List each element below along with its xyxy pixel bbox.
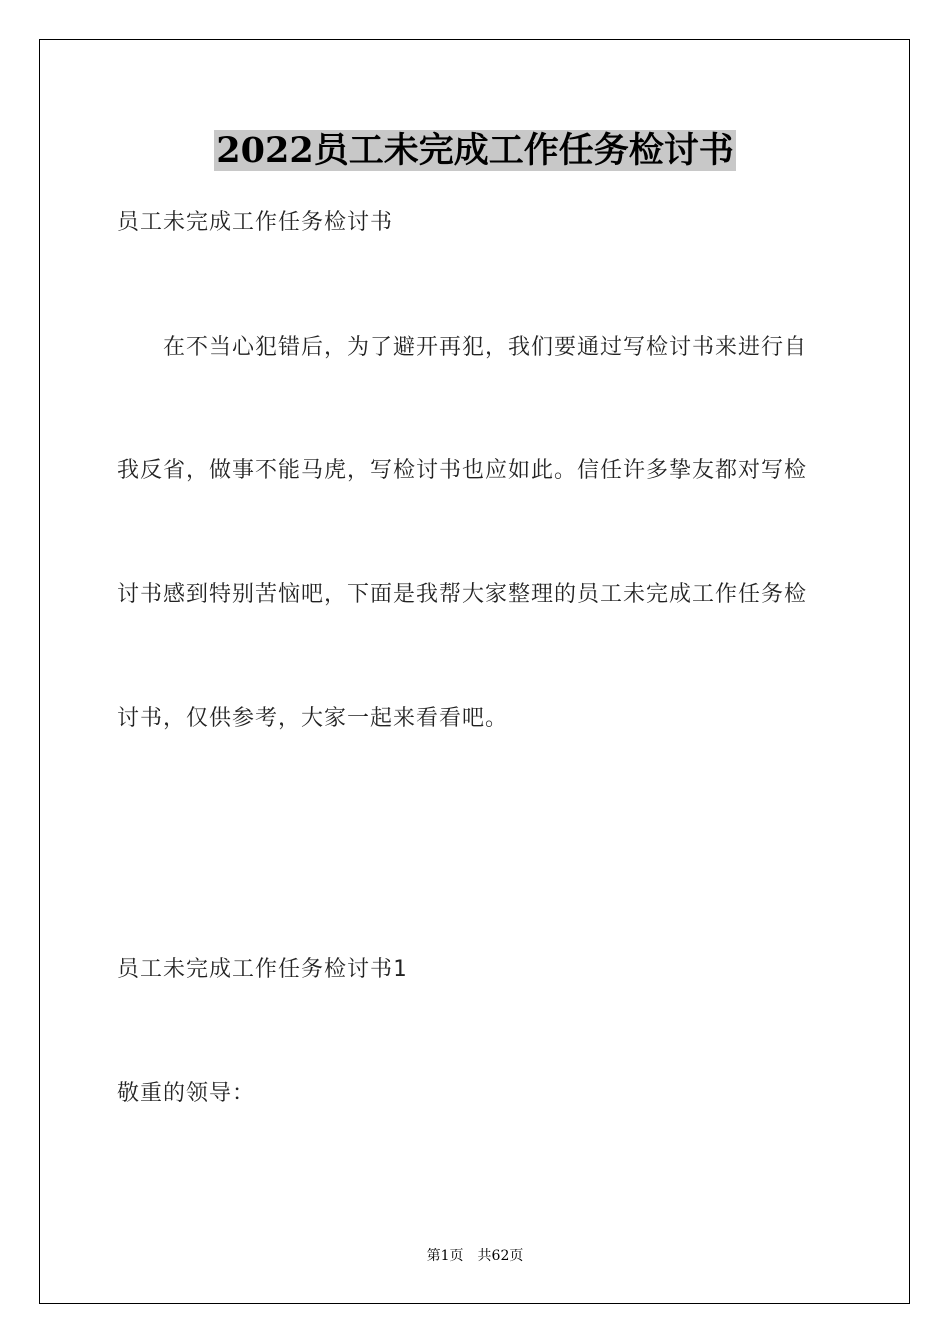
page-number-total: 共62页 xyxy=(477,1248,524,1264)
salutation: 敬重的领导： xyxy=(117,1081,256,1106)
section-heading: 员工未完成工作任务检讨书1 xyxy=(117,957,408,982)
document-title xyxy=(0,126,950,176)
document-title-text: 2022员工未完成工作任务检讨书 xyxy=(216,130,734,171)
page-footer xyxy=(0,1246,950,1266)
page-number-current: 第1页 xyxy=(426,1248,464,1264)
intro-line-3: 讨书感到特别苦恼吧，下面是我帮大家整理的员工未完成工作任务检 xyxy=(117,582,808,607)
intro-line-4: 讨书，仅供参考，大家一起来看看吧。 xyxy=(117,706,509,731)
intro-line-1: 在不当心犯错后，为了避开再犯，我们要通过写检讨书来进行自 xyxy=(163,335,808,360)
intro-line-2: 我反省，做事不能马虎，写检讨书也应如此。信任许多挚友都对写检 xyxy=(117,458,808,483)
document-subtitle: 员工未完成工作任务检讨书 xyxy=(117,210,394,235)
